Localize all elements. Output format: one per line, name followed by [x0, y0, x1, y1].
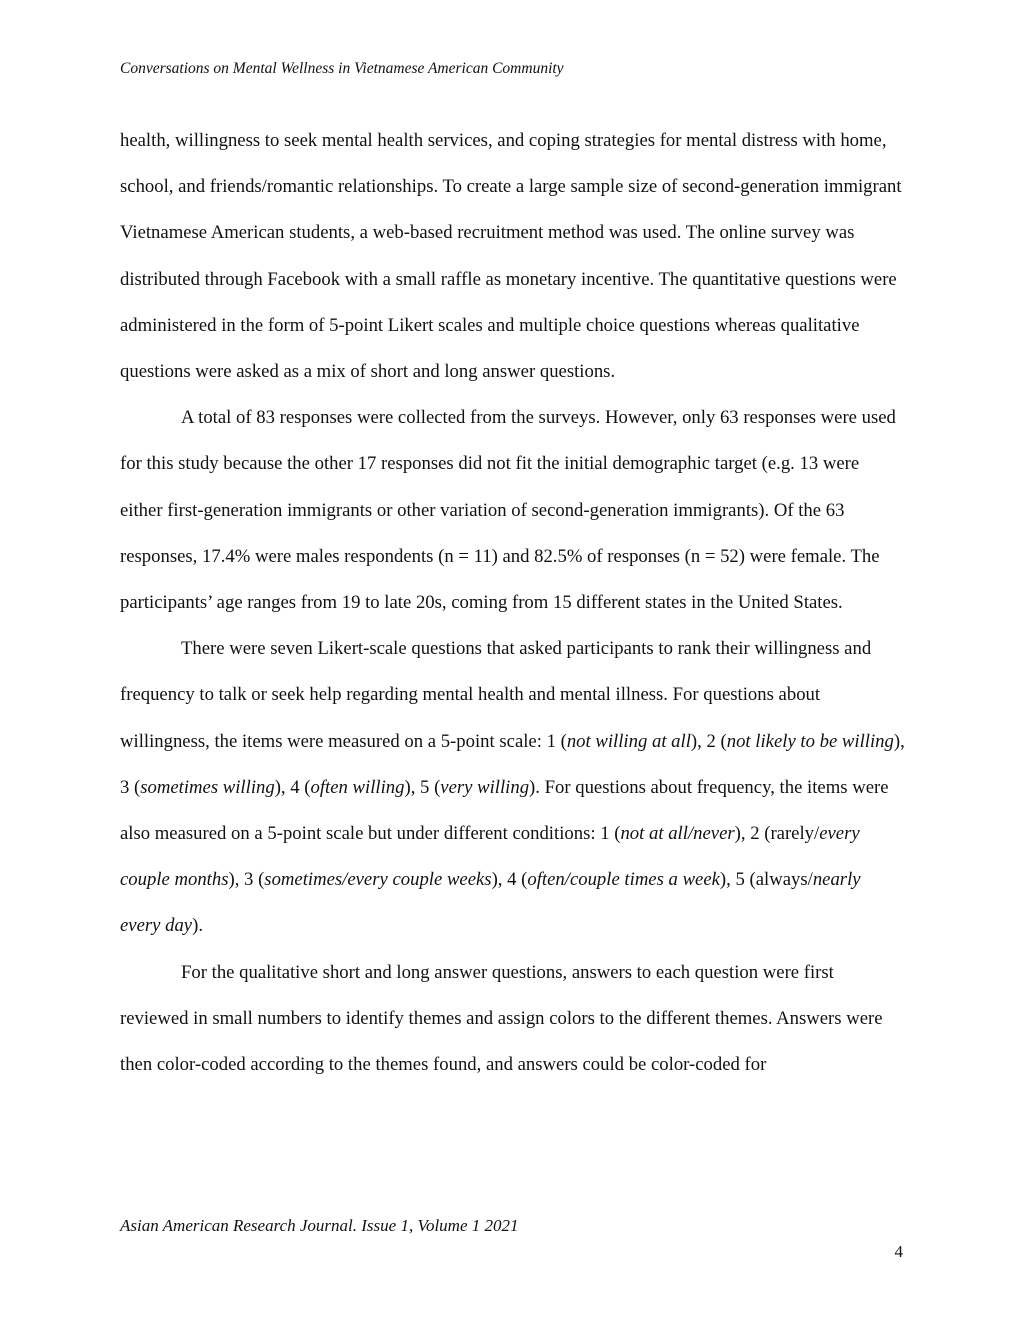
likert-text-5: ), 5 ( — [404, 776, 441, 798]
running-header: Conversations on Mental Wellness in Vietnamese American Community — [120, 60, 564, 77]
body-text — [120, 118, 905, 1088]
likert-text-3: ), 3 ( — [120, 730, 905, 798]
likert-text-2: ), 2 ( — [690, 730, 727, 752]
paragraph-qualitative: For the qualitative short and long answer questions, answers to each question were first reviewed in small numbers to identify themes and assign colors to the different themes. Answers were then color-coded according to the themes found, and answers could be color-coded for — [120, 961, 883, 1076]
paragraph-continued: health, willingness to seek mental health services, and coping strategies for mental distress with home, school, and friends/romantic relationships. To create a large sample size of second-generation immigrant Vietnamese American students, a web-based recruitment method was used. The online survey was distributed through Facebook with a small raffle as monetary incentive. The quantitative questions were administered in the form of 5-point Likert scales and multiple choice questions whereas qualitative questions were asked as a mix of short and long answer questions. — [120, 130, 902, 383]
likert-text-1: There were seven Likert-scale questions that asked participants to rank their willingness and frequency to talk or seek help regarding mental health and mental illness. For questions about willingness, the items were measured on a 5-point scale: 1 ( — [120, 638, 872, 752]
paragraph-responses: A total of 83 responses were collected from the surveys. However, only 63 responses were used for this study because the other 17 responses did not fit the initial demographic target (e.g. 13 were either first-generation immigrants or other variation of second-generation immigrants). Of the 63 responses, 17.4% were males respondents (n = 11) and 82.5% of responses (n = 52) were female. The participants’ age ranges from 19 to late 20s, coming from 15 different states in the United States. — [120, 407, 896, 614]
running-footer: Asian American Research Journal. Issue 1, Volume 1 2021 — [120, 1216, 519, 1235]
paragraph-likert — [120, 626, 905, 949]
likert-text-4: ), 4 ( — [274, 776, 311, 798]
likert-italic-4: often willing — [310, 776, 405, 798]
likert-italic-8: sometimes/every couple weeks — [264, 869, 492, 891]
likert-text-9: ), 4 ( — [491, 869, 528, 891]
likert-italic-7: every couple months — [120, 823, 860, 891]
likert-italic-5: very willing — [440, 776, 530, 798]
likert-text-11: ). — [192, 915, 204, 937]
likert-italic-1: not willing at all — [566, 730, 691, 752]
likert-text-10: ), 5 (always/ — [719, 869, 813, 891]
likert-italic-3: sometimes willing — [140, 776, 275, 798]
page-number: 4 — [894, 1242, 903, 1261]
likert-text-7: ), 2 (rarely/ — [734, 823, 820, 845]
likert-text-6: ). For questions about frequency, the items were also measured on a 5-point scale but under different conditions: 1 ( — [120, 776, 889, 845]
likert-italic-6: not at all/never — [620, 823, 735, 845]
likert-italic-10: nearly every day — [120, 869, 861, 937]
likert-italic-2: not likely to be willing — [726, 730, 894, 752]
likert-text-8: ), 3 ( — [228, 869, 265, 891]
likert-italic-9: often/couple times a week — [527, 869, 720, 891]
